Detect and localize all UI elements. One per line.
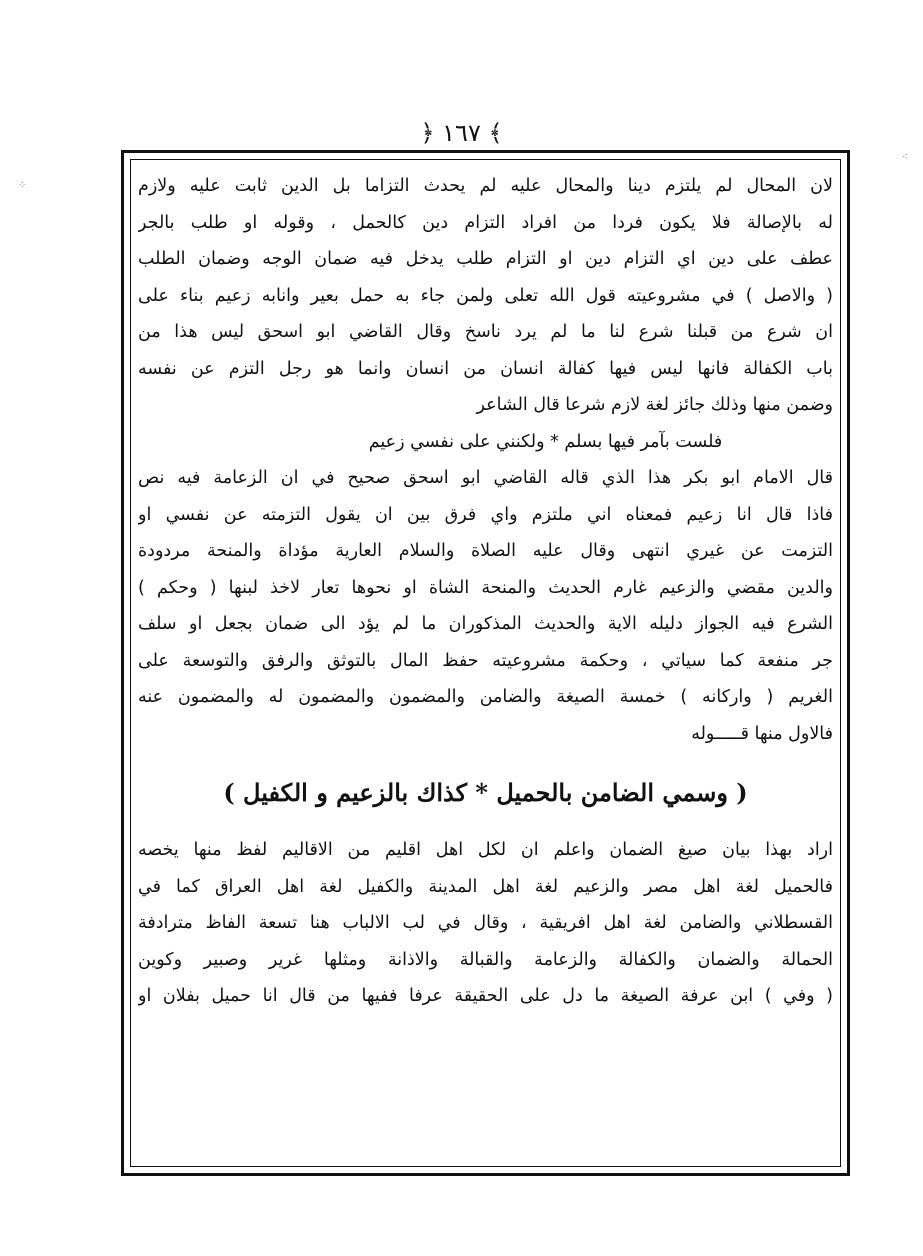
text-line: وضمن منها وذلك جائز لغة لازم شرعا قال الشاعر [476, 395, 833, 415]
text-line: فالحميل لغة اهل مصر والزعيم لغة اهل المدينة والكفيل لغة اهل العراق كما في [138, 876, 833, 897]
text-line: الحمالة والضمان والكفالة والزعامة والقبالة والاذانة ومثلها غرير وصبير وكوين [138, 949, 833, 970]
page-number: ﴾ ١٦٧ ﴿ [420, 119, 503, 147]
text-line: فالاول منها قـــــوله [691, 723, 833, 744]
text-line: قال الامام ابو بكر هذا الذي قاله القاضي ابو اسحق صحيح في ان الزعامة فيه نص [138, 468, 833, 488]
text-line: له بالإصالة فلا يكون فردا من افراد التزام دين كالحمل ، وقوله او طلب بالجر [138, 212, 833, 233]
text-line: عطف على دين اي التزام دين او التزام طلب يدخل فيه ضمان الوجه وضمان الطلب [138, 249, 833, 269]
margin-speck: ⁖ [902, 152, 908, 163]
text-line: ان شرع من قبلنا شرع لنا ما لم يرد ناسخ وقال القاضي ابو اسحق ليس هذا من [138, 322, 833, 342]
text-line: لان المحال لم يلتزم دينا والمحال عليه لم يحدث التزاما بل الدين ثابت عليه ولازم [138, 176, 833, 196]
text-line: الغريم ( واركانه ) خمسة الصيغة والضامن والمضمون والمضمون له والمضمون عنه [138, 687, 833, 707]
poem-verse: فلست بآمر فيها بسلم * ولكنني على نفسي زعيم [368, 431, 723, 452]
verse-heading: ( وسمي الضامن بالحميل * كذاك بالزعيم و الكفيل ) [223, 778, 748, 807]
text-line: الشرع فيه الجواز دليله الاية والحديث المذكوران ما لم يؤد الى ضمان بجعل او سلف [138, 614, 833, 634]
text-line: اراد بهذا بيان صيغ الضمان واعلم ان لكل اهل اقليم من الاقاليم لفظ منها يخصه [138, 840, 833, 860]
text-line: التزمت عن غيري انتهى وقال عليه الصلاة والسلام العارية مؤداة والمنحة مردودة [138, 541, 833, 561]
text-line: والدين مقضي والزعيم غارم الحديث والمنحة الشاة او نحوها تعار لاخذ لبنها ( وحكم ) [138, 577, 833, 598]
text-line: باب الكفالة فانها ليس فيها كفالة انسان من انسان وانما هو رجل التزم عن نفسه [138, 358, 833, 379]
margin-speck: ⁘ [18, 180, 27, 191]
text-line: ( وفي ) ابن عرفة الصيغة ما دل على الحقيقة عرفا ففيها من قال انا حميل بفلان او [138, 986, 833, 1006]
text-line: ( والاصل ) في مشروعيته قول الله تعلى ولمن جاء به حمل بعير وانابه زعيم بناء على [138, 285, 833, 306]
main-text [138, 168, 833, 1015]
text-line: القسطلاني والضامن لغة اهل افريقية ، وقال في لب الالباب هنا تسعة الفاظ مترادفة [138, 913, 833, 933]
text-line: فاذا قال انا زعيم فمعناه اني ملتزم واي فرق بين ان يقول التزمته عن نفسي او [138, 504, 833, 525]
text-line: جر منفعة كما سياتي ، وحكمة مشروعيته حفظ المال بالتوثق والرفق والتوسعة على [138, 650, 833, 671]
